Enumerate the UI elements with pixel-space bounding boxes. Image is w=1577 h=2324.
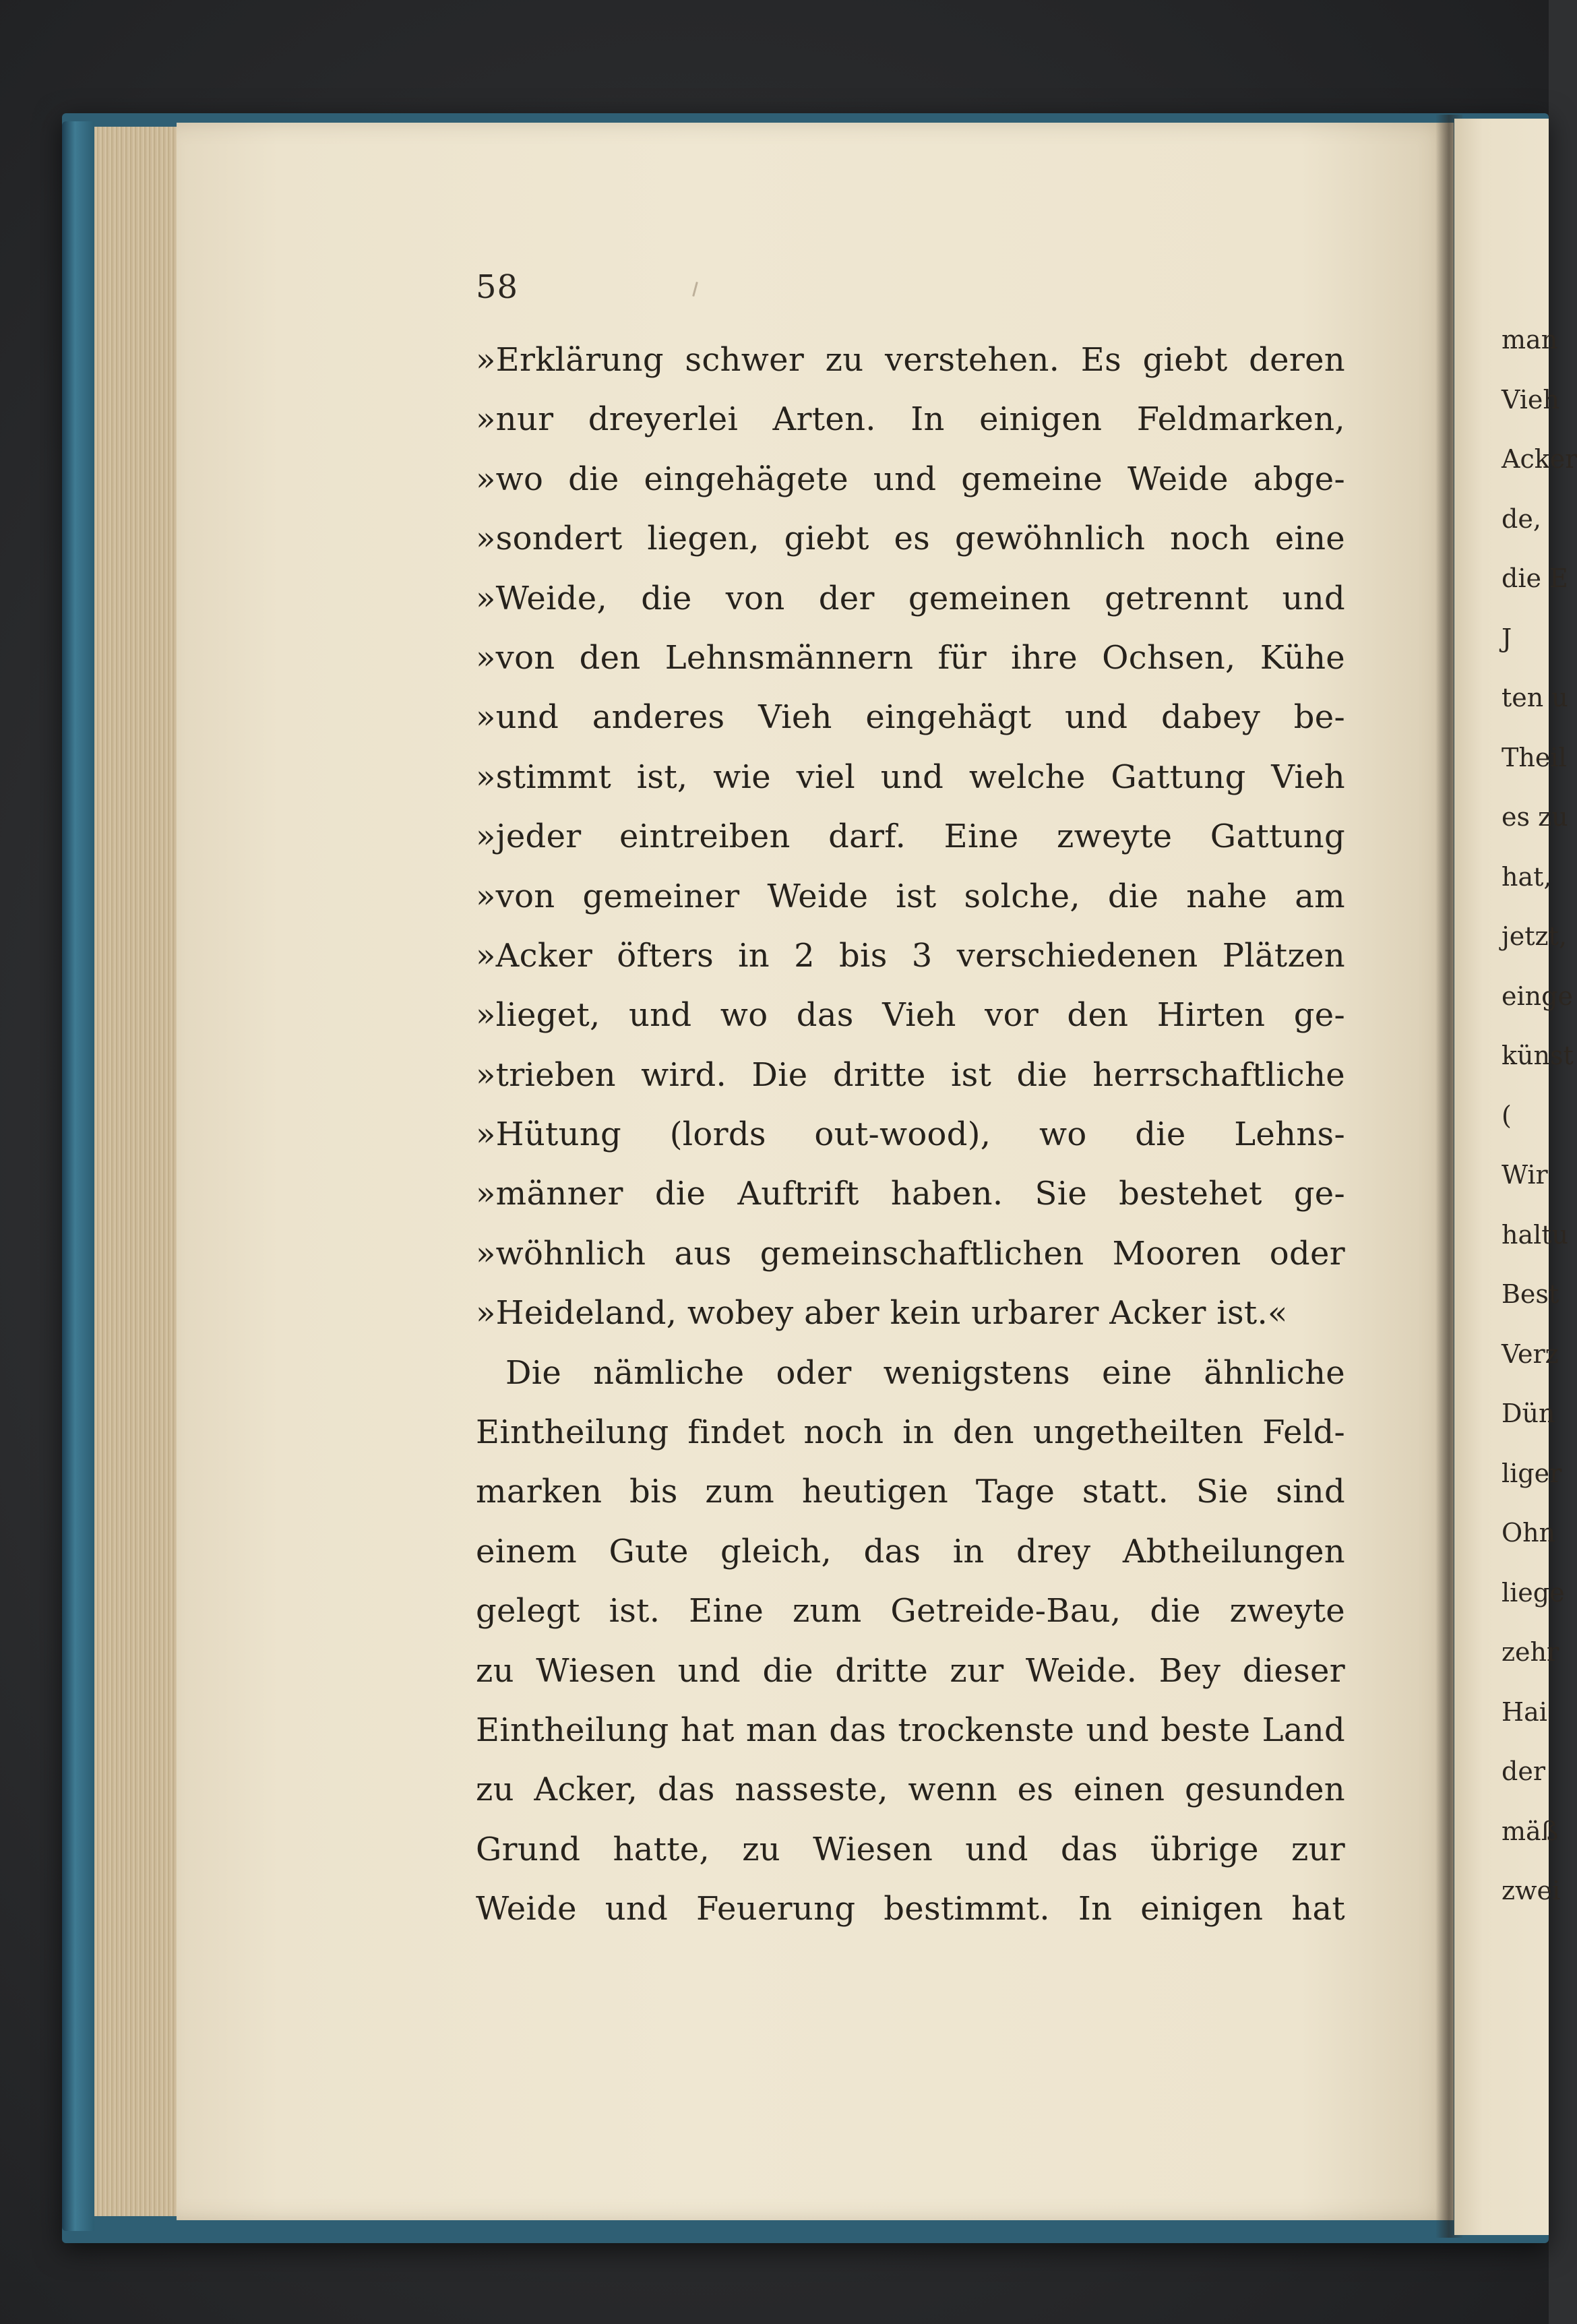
text-line: Eintheilung hat man das trockenste und beste Land	[476, 1711, 1345, 1749]
facing-fragment: Dün	[1502, 1399, 1555, 1428]
facing-fragment: Theil	[1502, 742, 1567, 772]
text-line: »trieben wird. Die dritte ist die herrschaftliche	[476, 1056, 1345, 1094]
facing-fragment: die E	[1502, 563, 1568, 593]
facing-fragment: es zu	[1502, 802, 1568, 832]
facing-fragment: mäß	[1502, 1816, 1559, 1846]
facing-fragment: Vieh	[1502, 384, 1559, 415]
page-edges	[94, 127, 182, 2216]
book-spine-edge	[62, 121, 94, 2231]
text-line: marken bis zum heutigen Tage statt. Sie sind	[476, 1473, 1345, 1511]
paragraph-first-line: Die nämliche oder wenigstens eine ähnliche	[505, 1353, 1345, 1392]
facing-fragment: (	[1502, 1100, 1512, 1130]
facing-fragment: jetzt,	[1502, 921, 1567, 951]
facing-fragment: zwei	[1502, 1876, 1561, 1905]
facing-fragment: Hai	[1502, 1696, 1547, 1727]
facing-fragment: liege	[1502, 1577, 1565, 1608]
text-line: »von gemeiner Weide ist solche, die nahe am	[476, 877, 1345, 915]
text-line: »Weide, die von der gemeinen getrennt und	[476, 579, 1345, 617]
text-line: »Hütung (lords out-wood), wo die Lehns-	[476, 1115, 1345, 1154]
facing-fragment: man	[1502, 325, 1558, 355]
text-line: »wo die eingehägete und gemeine Weide abge-	[476, 460, 1345, 498]
facing-fragment: einge	[1502, 981, 1573, 1011]
facing-fragment: de,	[1502, 503, 1541, 534]
facing-fragment: Verz	[1502, 1339, 1559, 1369]
facing-fragment: J	[1502, 623, 1512, 653]
text-line: »lieget, und wo das Vieh vor den Hirten ge-	[476, 996, 1345, 1035]
text-line: einem Gute gleich, das in drey Abtheilungen	[476, 1532, 1345, 1570]
text-line: »von den Lehnsmännern für ihre Ochsen, Kühe	[476, 638, 1345, 677]
facing-fragment: haltu	[1502, 1219, 1569, 1250]
facing-fragment: künst	[1502, 1041, 1574, 1070]
text-line: zu Wiesen und die dritte zur Weide. Bey dieser	[476, 1651, 1345, 1690]
page-text	[476, 330, 1345, 1939]
text-line: Grund hatte, zu Wiesen und das übrige zur	[476, 1830, 1345, 1868]
text-line: »stimmt ist, wie viel und welche Gattung Vieh	[476, 758, 1345, 796]
text-line: »Heideland, wobey aber kein urbarer Acker ist.«	[476, 1294, 1288, 1333]
text-line: »und anderes Vieh eingehägt und dabey be-	[476, 698, 1345, 737]
text-line: Weide und Feuerung bestimmt. In einigen hat	[476, 1890, 1345, 1928]
facing-page-text	[1502, 310, 1577, 1921]
text-line: »männer die Auftrift haben. Sie bestehet ge-	[476, 1175, 1345, 1213]
text-line: »sondert liegen, giebt es gewöhnlich noch eine	[476, 520, 1345, 558]
text-line: »Acker öfters in 2 bis 3 verschiedenen Plätzen	[476, 936, 1345, 975]
facing-fragment: Ohn	[1502, 1518, 1556, 1548]
text-line: »wöhnlich aus gemeinschaftlichen Mooren oder	[476, 1234, 1345, 1273]
facing-fragment: Acker	[1502, 444, 1577, 474]
page-number: 58	[476, 268, 519, 306]
facing-fragment: liger	[1502, 1458, 1562, 1488]
facing-fragment: ten u	[1502, 683, 1568, 712]
text-line: gelegt ist. Eine zum Getreide-Bau, die zweyte	[476, 1592, 1345, 1630]
facing-fragment: hat,	[1502, 861, 1552, 892]
facing-fragment: Wir	[1502, 1160, 1548, 1190]
facing-fragment: zehr	[1502, 1637, 1559, 1667]
text-line: »jeder eintreiben darf. Eine zweyte Gattung	[476, 818, 1345, 856]
facing-fragment: der	[1502, 1756, 1545, 1786]
text-line: zu Acker, das nasseste, wenn es einen gesunden	[476, 1771, 1345, 1809]
facing-fragment: Best	[1502, 1279, 1559, 1309]
text-line: »Erklärung schwer zu verstehen. Es giebt deren	[476, 341, 1345, 379]
text-line: »nur dreyerlei Arten. In einigen Feldmarken,	[476, 400, 1345, 439]
text-line: Eintheilung findet noch in den ungetheilten Feld-	[476, 1413, 1345, 1452]
